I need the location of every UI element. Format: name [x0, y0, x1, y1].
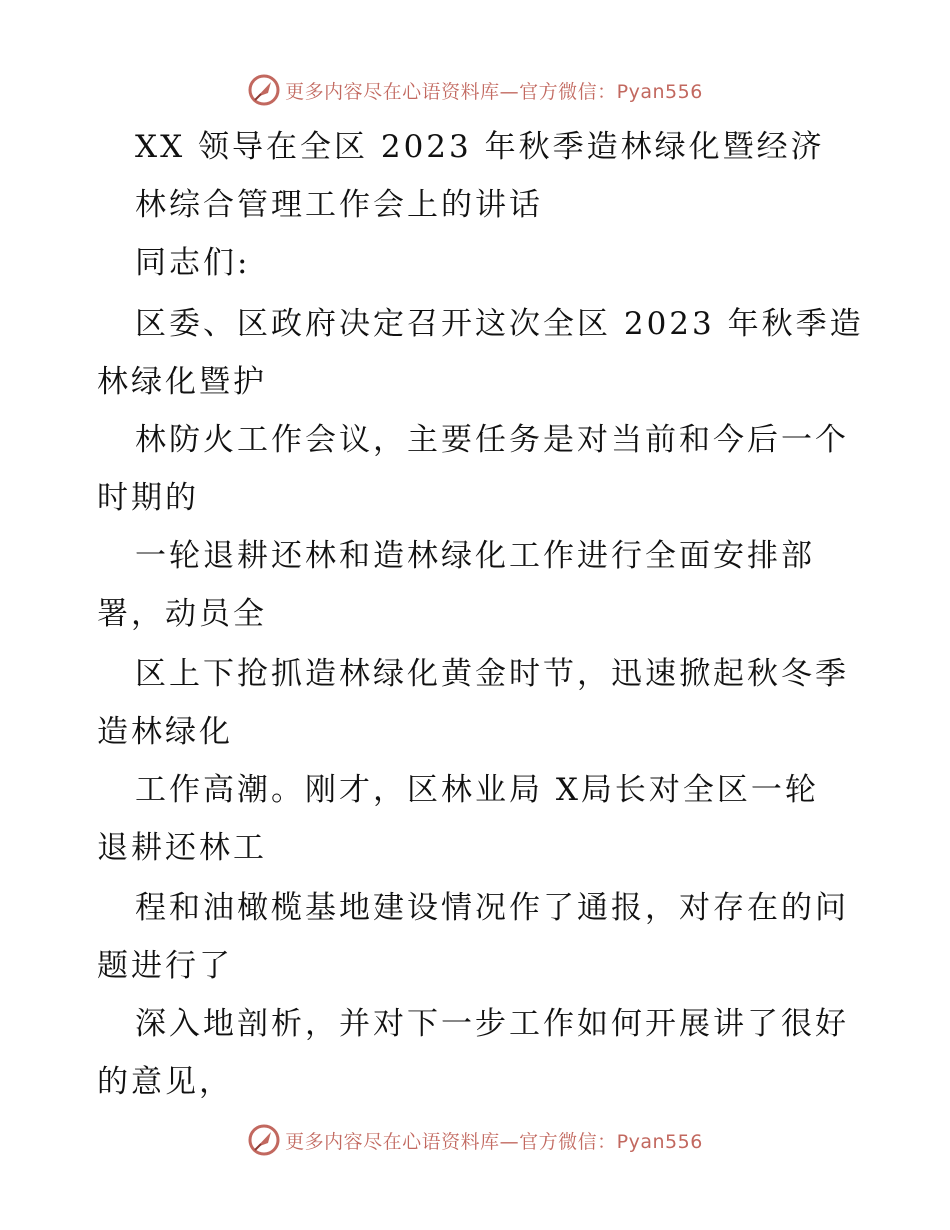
paragraph-line: 深入地剖析，并对下一步工作如何开展讲了很好	[135, 1006, 849, 1042]
paragraph-line: 区委、区政府决定召开这次全区 2023 年秋季造	[135, 306, 864, 342]
title-line-1: XX 领导在全区 2023 年秋季造林绿化暨经济	[135, 129, 825, 165]
watermark-text: 更多内容尽在心语资料库—官方微信：Pyan556	[285, 80, 703, 103]
paragraph-line: 的意见，	[97, 1064, 233, 1100]
quill-logo-icon	[247, 1123, 281, 1157]
quill-logo-icon	[247, 73, 281, 107]
header-watermark	[0, 70, 950, 110]
paragraph-line: 林防火工作会议，主要任务是对当前和今后一个	[135, 422, 849, 458]
watermark-text: 更多内容尽在心语资料库—官方微信：Pyan556	[285, 1130, 703, 1153]
paragraph-line: 林绿化暨护	[97, 364, 267, 400]
footer-watermark	[0, 1120, 950, 1160]
paragraph-line: 造林绿化	[97, 714, 233, 750]
paragraph-line: 时期的	[97, 480, 199, 516]
title-line-2: 林综合管理工作会上的讲话	[135, 187, 543, 223]
paragraph-line: 工作高潮。刚才，区林业局 X局长对全区一轮	[135, 772, 819, 808]
paragraph-line: 退耕还林工	[97, 830, 267, 866]
paragraph-line: 署，动员全	[97, 596, 267, 632]
salutation: 同志们:	[135, 245, 251, 281]
paragraph-line: 区上下抢抓造林绿化黄金时节，迅速掀起秋冬季	[135, 656, 849, 692]
paragraph-line: 题进行了	[97, 948, 233, 984]
paragraph-line: 程和油橄榄基地建设情况作了通报，对存在的问	[135, 890, 849, 926]
paragraph-line: 一轮退耕还林和造林绿化工作进行全面安排部	[135, 538, 815, 574]
